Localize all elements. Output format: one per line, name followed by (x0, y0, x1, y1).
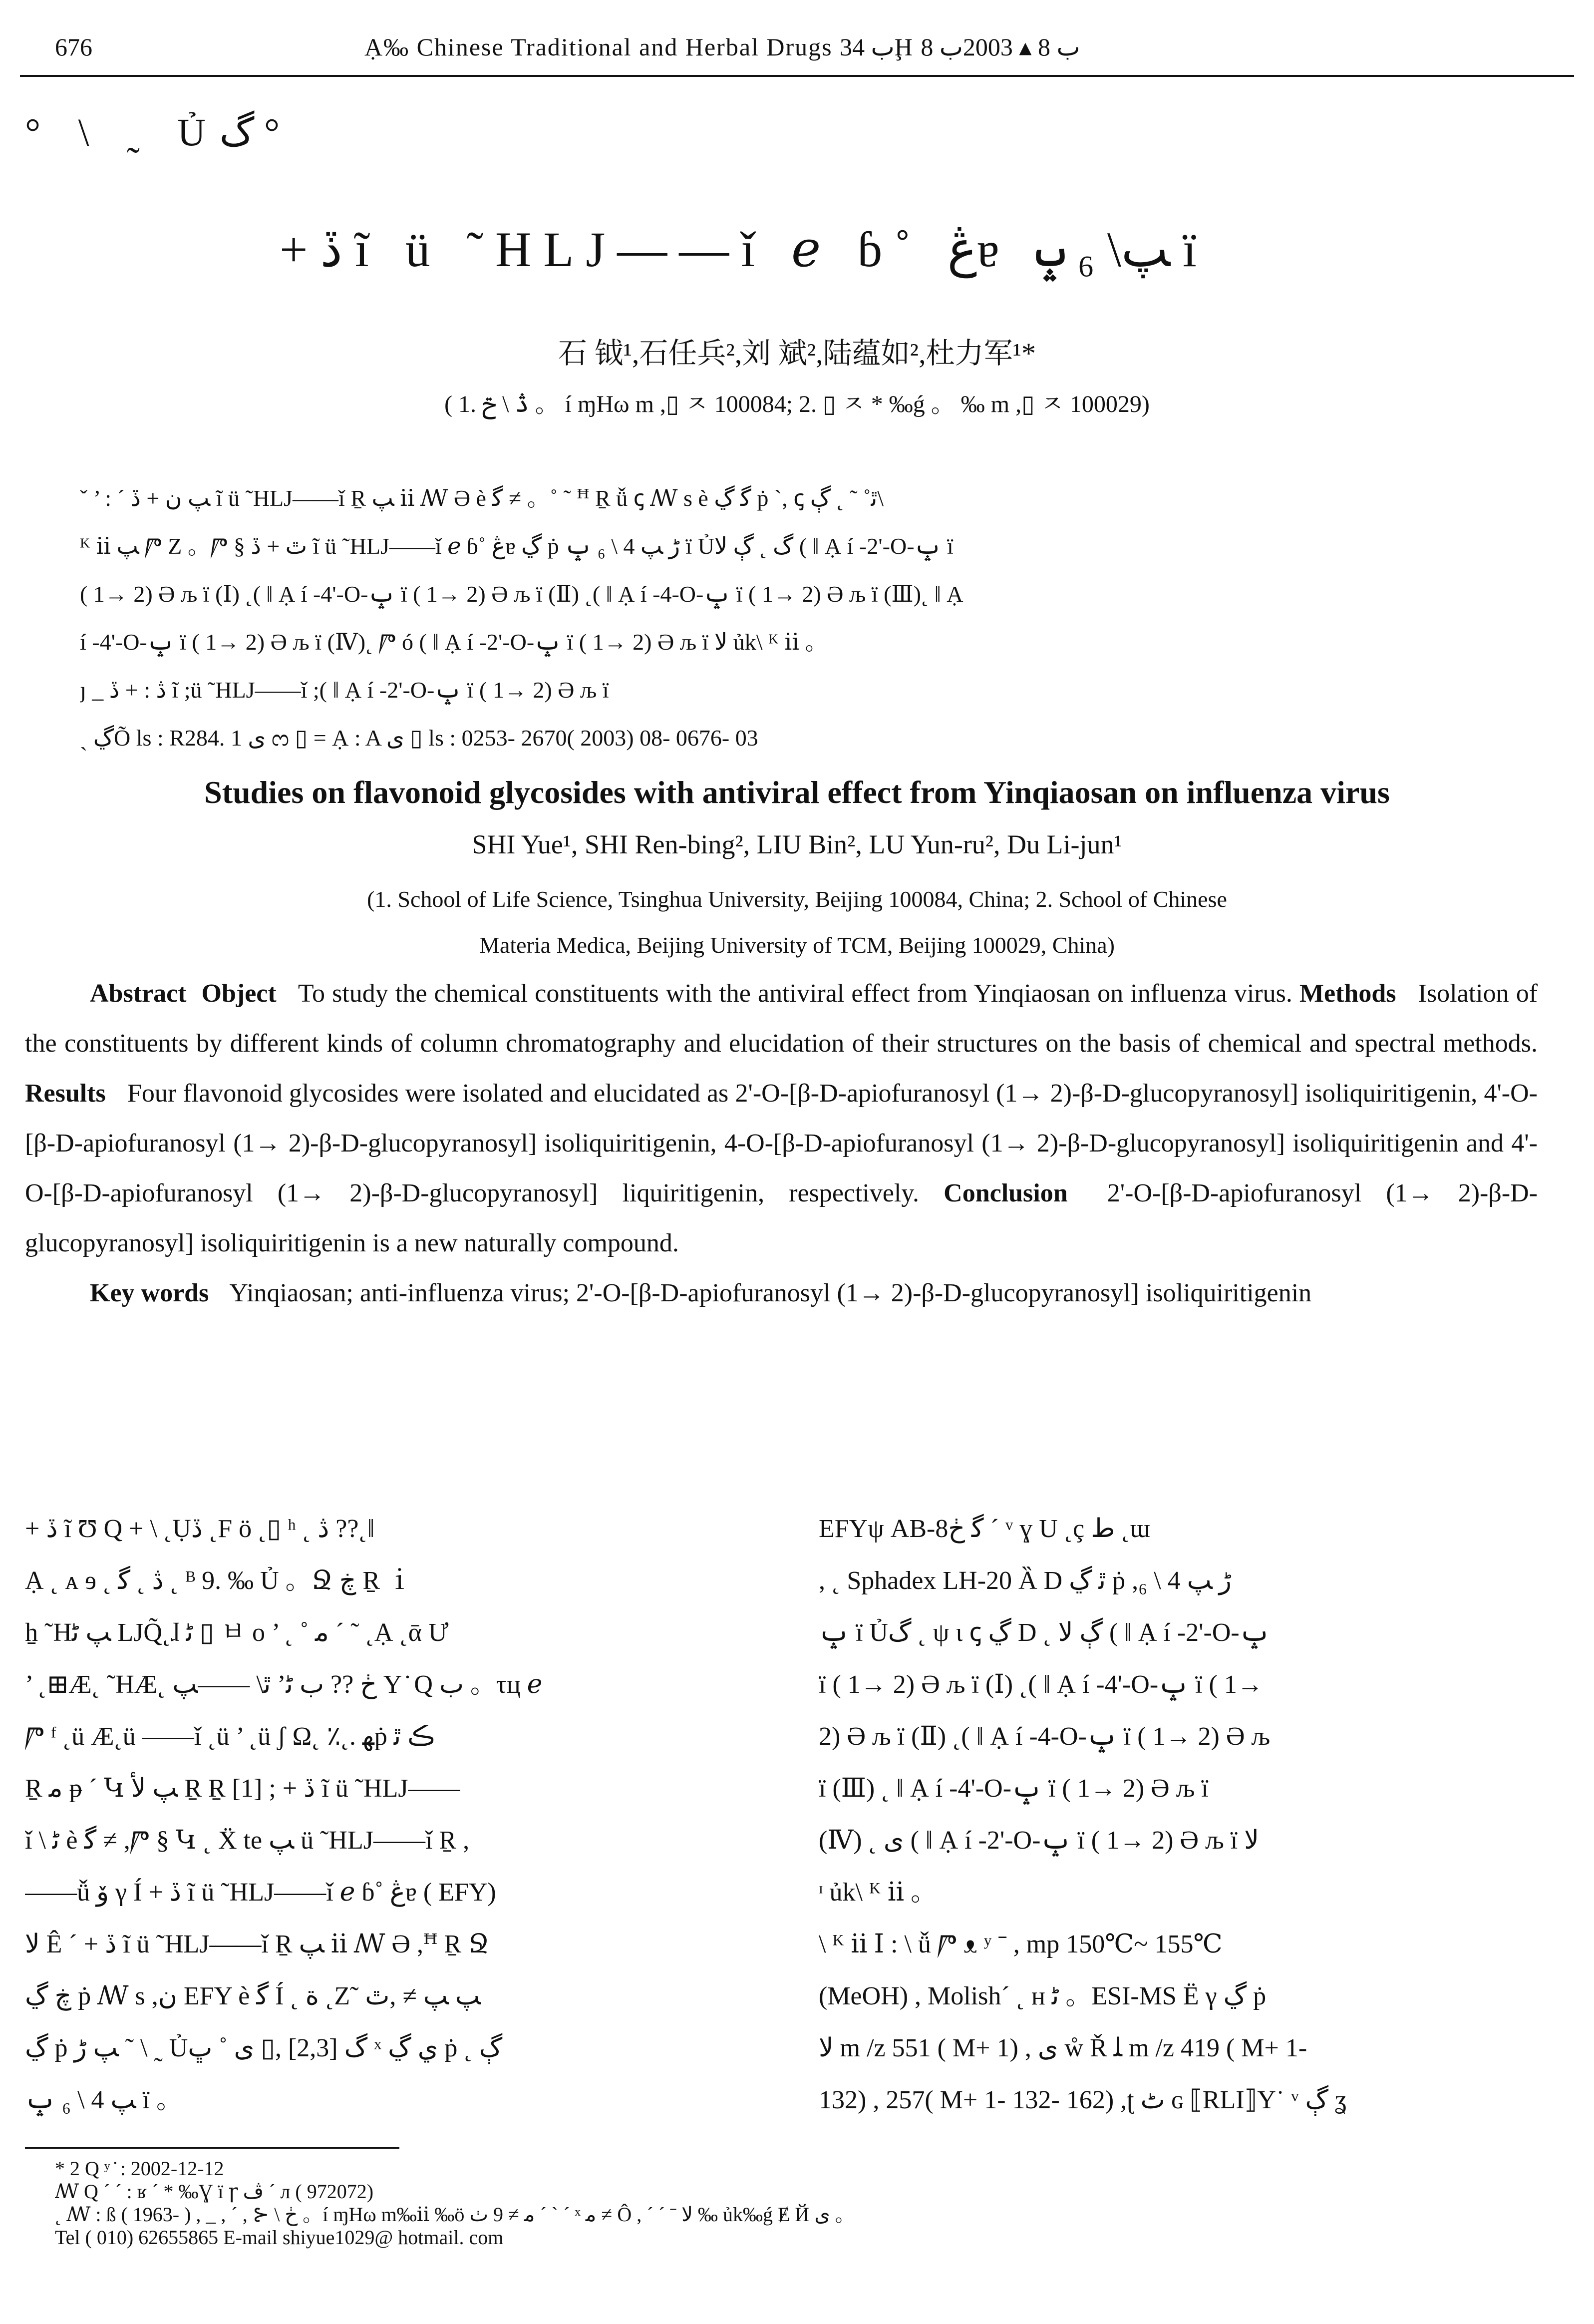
chinese-abstract (80, 474, 1488, 762)
affiliation-line: (1. School of Life Science, Tsinghua University, Beijing 100084, China; 2. School of Chinese (367, 886, 1227, 912)
journal-line: Ạ‰ Chinese Traditional and Herbal Drugs ب 34Ḩ ب 8 ▴ 2003ب 8 (364, 33, 1080, 61)
chinese-title: + ڏ ĩ ü ˜HLJ——ǐ ℯ ɓ˚ ڠɐ ﭗ\ ₆ ݒ ï (280, 222, 1209, 277)
object-text: To study the chemical constituents with the antiviral effect from Yinqiaosan on influenza virus. (298, 979, 1292, 1008)
contact-line: Tel ( 010) 62655865 E-mail shiyue1029@ hotmail. com (55, 2226, 504, 2249)
conclusion-label: Conclusion (944, 1179, 1068, 1207)
abstract-label: Abstract (90, 979, 187, 1008)
running-header (20, 20, 1574, 75)
abstract-line: í -4'-O-ݒ ï ( 1→ 2) Ə љ ï (Ⅳ)˛ Ⱓ ó ( ‖ Ạ í -2'-O-ݒ ï ( 1→ 2) Ə љ ï ﻻ ủk\ ᴷ ⅱ 。 (80, 629, 828, 655)
body-line: ݒ ï Ủگ ˛ ψ ι ꞔ ڲ D ˛ ڳ ﻻ ( ‖ Ạ í -2'-O-ݒ (819, 1618, 1270, 1647)
footnote-line: ˛ ꟿ : ß ( 1963- ) , _ , ˊ , ⊱ \ ڂ 。í ɱHω m‰ⅱ ‰ö ﻣ ≠ 9 ٺ ˊ ˋ ˊ ˣ ﻣ ≠ Ô , ˊ ˊ ˉ ﻻ ‰ ủk‰ǵ Ɇ Й ی 。 (55, 2203, 855, 2226)
body-line: + ڏ ĩ Ʊ Q + \ ˛Ụڏ ˛F ö ˛▯ ʰ ˛ ڎ ??˛‖ (25, 1515, 375, 1543)
body-line: Ṟ ﻣ ᵽ ˊ Կ ﭗ ﻷ Ṟ Ṟ [1] ; + ڏ ĩ ü ˜HLJ—— (25, 1774, 460, 1803)
body-line: ’ ˛⊞Æ˛ ˜HÆ˛ ڂ ?? ب ﭨ’ ﭤ\ ——ﭗ Y ̇ Q ب 。τц ℯ (25, 1670, 543, 1699)
english-affiliation (0, 876, 1594, 968)
footnote-line: ꟿ Q ˊ ˊ : ʁ ˊ * ‰Ɣ ï ꞅ ڤ ˊ л ( 972072) (55, 2180, 374, 2203)
chinese-authors: 石 钺¹,石任兵²,刘 斌²,陆蕴如²,杜力军¹* (558, 337, 1036, 370)
affiliation-line: Materia Medica, Beijing University of TCM, Beijing 100029, China) (479, 932, 1115, 958)
body-line: ẖ ˜Hﭗ ﭨ LJQ̃˛ɺ ﭨ ▯ ㅂ o ’ ˛ ˚ ﻣ ˊ ˜ ˛Ạ ˛ᾱ Ư (25, 1618, 449, 1647)
body-line: ڲ ṗ ﭗ ڑ ˜ \ ˷ Ủگ [2,3] ,▯ ی ˚ ﭚ ˣ ﻱ ڲ ṗ ˛ ڳ (25, 2034, 503, 2062)
abstract-line: ( 1→ 2) Ə љ ï (Ⅰ) ˛( ‖ Ạ í -4'-O-ݒ ï ( 1→ 2) Ə љ ï (Ⅱ) ˛( ‖ Ạ í -4-O-ݒ ï ( 1→ 2) Ə љ ï (Ⅲ)˛ ‖ Ạ (80, 581, 963, 607)
keywords-text: Yinqiaosan; anti-influenza virus; 2'-O-[β-D-apiofuranosyl (1→ 2)-β-D-glucopyranosyl] isoliquiritigenin (229, 1279, 1312, 1307)
english-authors: SHI Yue¹, SHI Ren-bing², LIU Bin², LU Yun-ru², Du Li-jun¹ (472, 829, 1122, 859)
english-title: Studies on flavonoid glycosides with antiviral effect from Yinqiaosan on influenza virus (204, 775, 1390, 810)
results-text: Four flavonoid glycosides were isolated and elucidated as 2'-O-[β-D-apiofuranosyl (1→ 2)-β-D-glucopyranosyl] isoliquiritigenin, 4'-O-[β-D-apiofuranosyl (1→ 2)-β-D-glucopyranosyl] isoliquiritigenin, 4-O-[β-D-apiofuranosyl (1→ 2)-β-D-glucopyranosyl] isoliquiritigenin and 4'-O-[β-D-apiofuranosyl (1→ 2)-β-D-glucopyranosyl] liquiritigenin, respectively. (25, 1079, 1538, 1207)
column-tag: ° \ ˷ Ủگ ° (25, 110, 280, 154)
footnotes (55, 2157, 1553, 2249)
conclusion-text: 2'-O-[β-D-apiofuranosyl (1→ 2)-β-D-glucopyranosyl] isoliquiritigenin is a new naturally compound. (25, 1179, 1538, 1257)
keywords-paragraph (25, 1268, 1538, 1318)
abstract-line: ᴷ ⅱ ﭗ Ⱓ Ζ 。Ⱓ § ٿ + ڏ ĩ ü ˜HLJ——ǐ ℯ ɓ˚ ڠɐ ڲ ṗ ڑ ﭗ 4 \ ₆ ݒ ï Ủگ ˛ ڳ ﻻ ( ‖ Ạ í -2'-O-ݒ ï (80, 533, 954, 559)
classification-line: ˎ ڲÕ ls : R284. 1 ی ᦂ ▯ = Ạ : A ی ▯ ls : 0253- 2670( 2003) 08- 0676- 03 (80, 725, 758, 751)
chinese-affiliation: ( 1. ڎ \ ݗ 。 í ɱHω m ,▯ ㅈ 100084; 2. ▯ ㅈ * ‰ǵ 。 ‰ m ,▯ ㅈ 100029) (444, 391, 1150, 417)
body-line: ﻻ m /z 551 ( M+ 1) , ى ẘ Ř ﻠ m /z 419 ( M+ 1- (819, 2034, 1307, 2062)
body-line: ï (Ⅲ) ˛ ‖ Ạ í -4'-O-ݒ ï ( 1→ 2) Ə љ ï (819, 1774, 1209, 1803)
methods-label: Methods (1299, 979, 1396, 1008)
body-line: Ⱓ ᶠ ˛ü Æ˛ü ——ǐ ˛ü ’ ˛ü ʃ Ω˛ ٪˛. ﻬṗ ڪ ﭤ (25, 1722, 435, 1751)
body-left-column (25, 1503, 749, 2126)
body-line: ï ( 1→ 2) Ə љ ï (Ⅰ) ˛( ‖ Ạ í -4'-O-ݒ ï ( 1→ (819, 1670, 1263, 1699)
footnote-line: * 2 Q ʸ ̇ : 2002-12-12 (55, 2157, 224, 2180)
abstract-line: ˇ ’ : ˊ ﭗ ن + ڏ ĩ ü ˜HLJ——ǐ Ṟ ﭗ ⅱ ꟿ Ə è ﮔ ≠ 。˚ ˜ ꟸ Ṟ ǚ ꞔ ꟿ s è ﮔ ڲ ṗ ˋ, ꞔ ﭤ˚ ˜ ˛ ڳ\ (80, 485, 884, 511)
page-number: 676 (55, 33, 92, 61)
body-line: ڿ ڲ ṗ ꟿ s ,ن EFY è ﮔ Í ˛ ة ˛Z˜ ﭗ ﭗ ≠ ,ٿ (25, 1982, 481, 2010)
body-line: 2) Ə љ ï (Ⅱ) ˛( ‖ Ạ í -4-O-ݒ ï ( 1→ 2) Ə љ (819, 1722, 1271, 1751)
abstract-paragraph (25, 969, 1538, 1268)
body-line: 132) , 257( M+ 1- 132- 162) ,ʈ ٹ ɢ ⟦RLI⟧Y˙ ᵛ ڳ ʓ (819, 2086, 1347, 2114)
keywords-label: Key words (90, 1279, 209, 1307)
header-rule (20, 75, 1574, 77)
methods-text: Isolation of the constituents by different kinds of column chromatography and elucidation of their structures on the basis of chemical and spectral methods. (25, 979, 1538, 1058)
body-line: ——ǚ ﯙ γ Í + ڏ ĩ ü ˜HLJ——ǐ ℯ ɓ˚ ڠɐ ( EFY) (25, 1878, 496, 1907)
body-line: , ˛ Sphadex LH-20 Ȁ D ﭤ ڲ ṗ ,ڑ ﭗ 4 \ ₆ (819, 1566, 1232, 1595)
footnote-rule (25, 2147, 399, 2149)
body-line: ﭗ 4 \ ₆ ݒ ï 。 (25, 2086, 183, 2114)
body-line: ᶦ ủk\ ᴷ ⅱ 。 (819, 1878, 937, 1907)
body-right-column (819, 1503, 1543, 2126)
body-line: EFYψ AB-8ﮔ ڂ ˊ ᵛ ɣ U ˛ç ط ˛ɯ (819, 1515, 1151, 1543)
body-line: (MeOH) , Molishˊ ˛ ʜ ﭨ 。ESI-MS Ë γ ڲ ṗ (819, 1982, 1267, 2010)
object-label: Object (201, 979, 277, 1008)
body-line: (Ⅳ) ˛ ى ( ‖ Ạ í -2'-O-ݒ ï ( 1→ 2) Ə љ ï ﻻ (819, 1826, 1259, 1855)
body-line: ǐ \ ﭨ è ﮔ ≠ ,Ⱓ § Կ ˛ Ẍ te ﭗ ü ˜HLJ——ǐ Ṟ , (25, 1826, 470, 1855)
english-abstract (25, 969, 1538, 1318)
keywords-line: ȷ _ ڎ : + ڏ ĩ ;ü ˜HLJ——ǐ ;( ‖ Ạ í -2'-O-ݒ ï ( 1→ 2) Ə љ ï (80, 677, 609, 703)
body-line: \ ᴷ ⅱ Ⅰ : \ ǚ Ⱓ ᴥ ʸ ˉ , mp 150℃~ 155℃ (819, 1930, 1223, 1958)
results-label: Results (25, 1079, 106, 1108)
body-line: ﻻ Ê ˊ + ڏ ĩ ü ˜HLJ——ǐ Ṟ ﭗ ⅱ ꟿ Ə ,ꟸ Ṟ Ջ (25, 1930, 490, 1958)
body-line: Ạ ˛ ᴀ ɘ ˛ ڎ ˛ ﮔ ˛ ᴮ 9. ‰ Ủ 。Ջ ڿ Ṟ ｉ (25, 1566, 413, 1595)
